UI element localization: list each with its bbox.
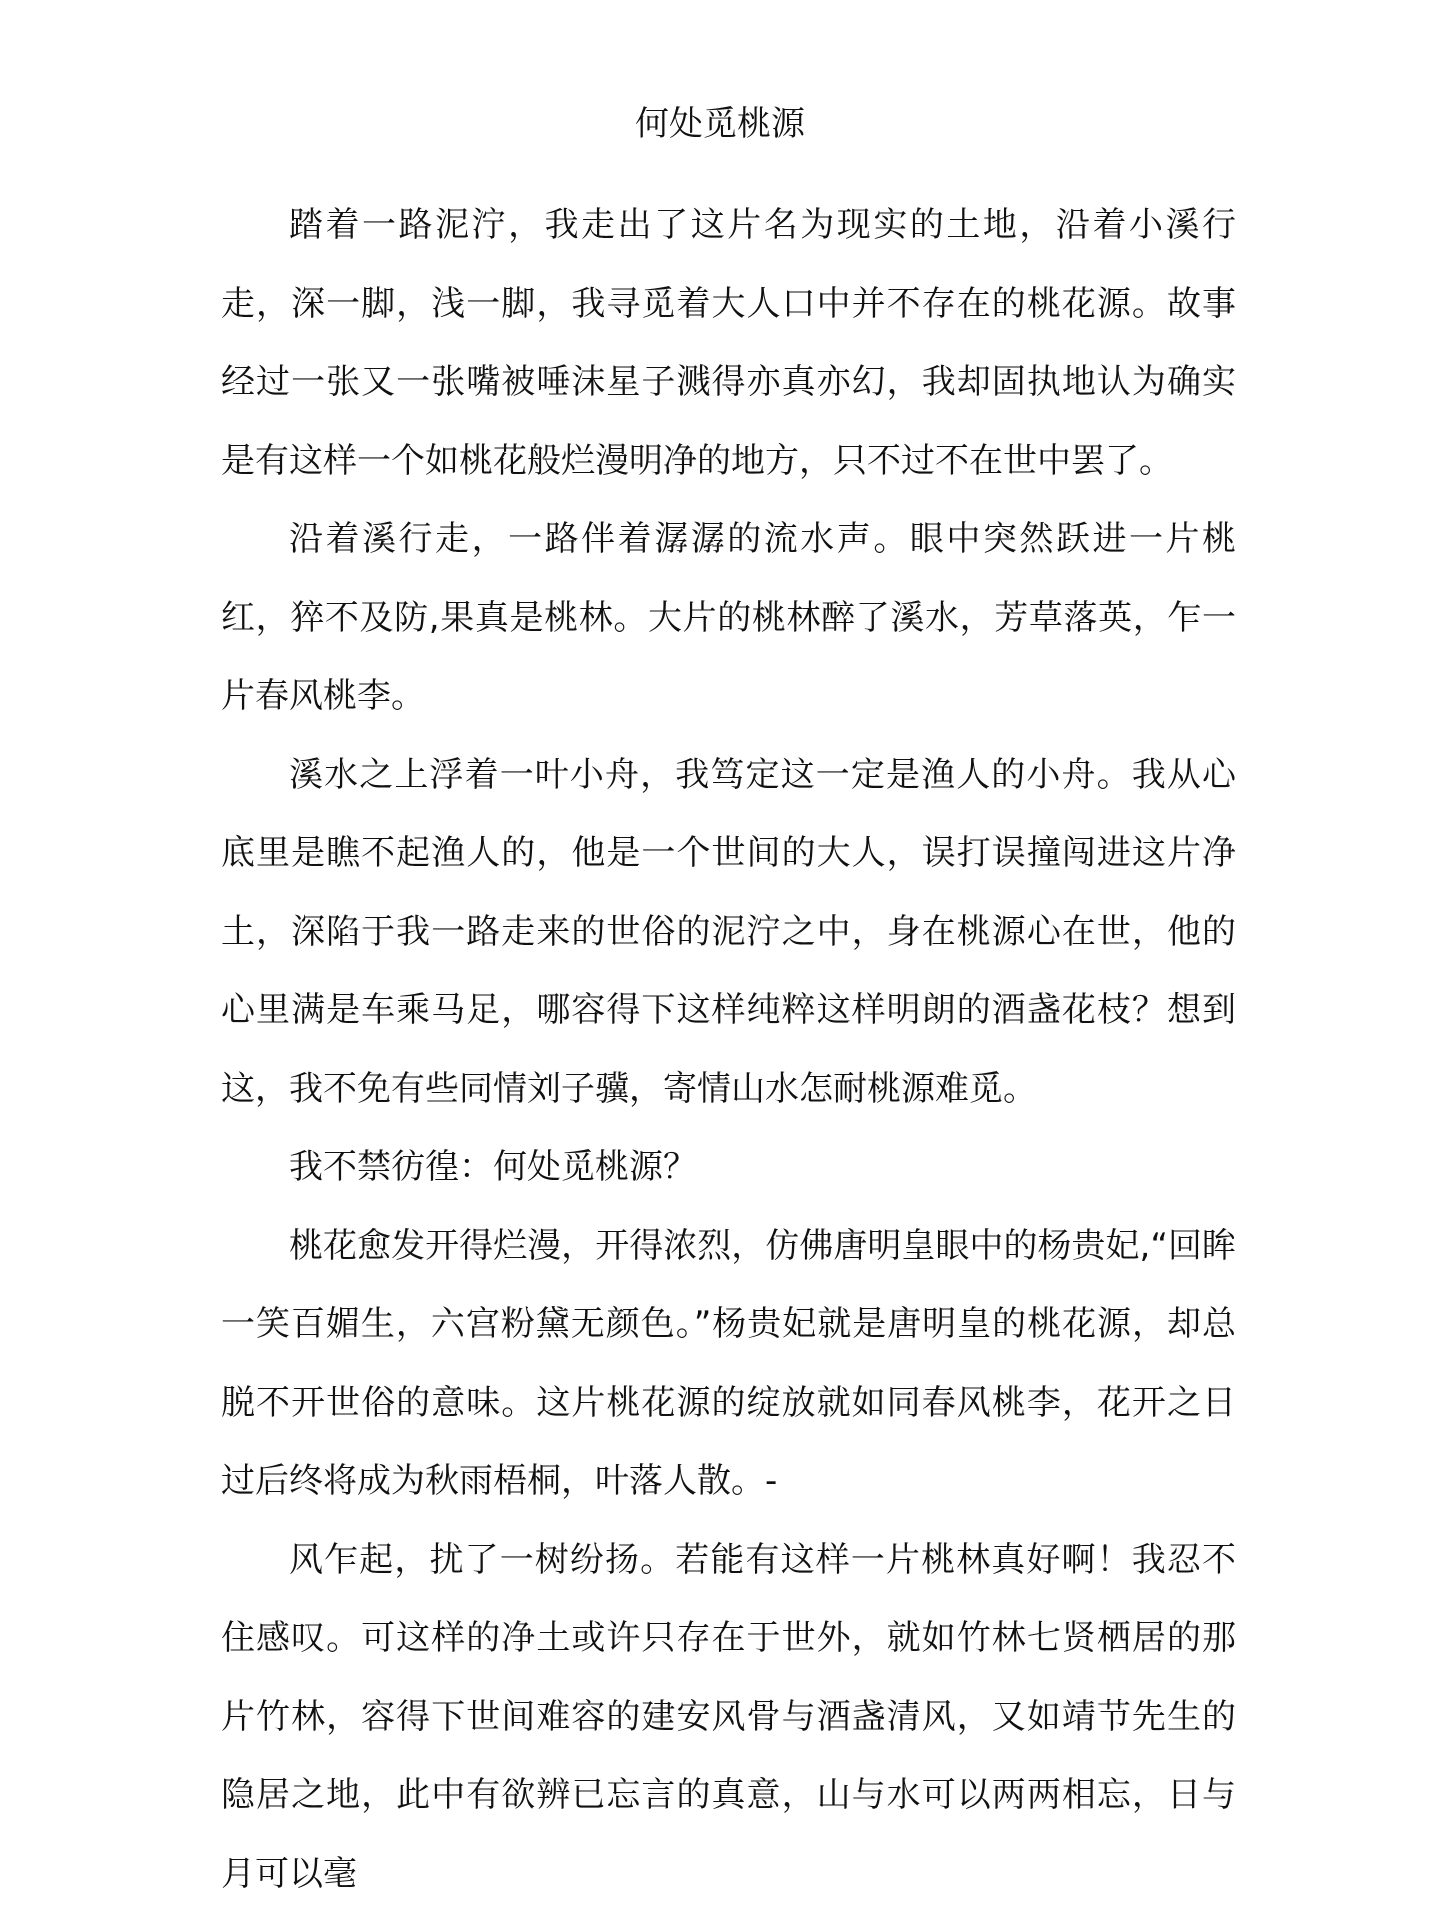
essay-title: 何处觅桃源	[635, 104, 805, 144]
paragraph-2: 沿着溪行走，一路伴着潺潺的流水声。眼中突然跃进一片桃红，猝不及防,果真是桃林。大片的桃林醉了溪水，芳草落英，乍一片春风桃李。	[221, 519, 1236, 716]
paragraph-3: 溪水之上浮着一叶小舟，我笃定这一定是渔人的小舟。我从心底里是瞧不起渔人的，他是一个世间的大人，误打误撞闯进这片净土，深陷于我一路走来的世俗的泥泞之中，身在桃源心在世，他的心里满是车乘马足，哪容得下这样纯粹这样明朗的酒盏花枝？想到这，我不免有些同情刘子骥，寄情山水怎耐桃源难觅。	[221, 754, 1236, 1109]
paragraph-5: 桃花愈发开得烂漫，开得浓烈，仿佛唐明皇眼中的杨贵妃,“回眸一笑百媚生，六宫粉黛无颜色。”杨贵妃就是唐明皇的桃花源，却总脱不开世俗的意味。这片桃花源的绽放就如同春风桃李，花开之日过后终将成为秋雨梧桐，叶落人散。-	[221, 1225, 1236, 1501]
paragraph-4: 我不禁彷徨：何处觅桃源？	[289, 1147, 697, 1187]
essay-body	[221, 186, 1236, 1913]
paragraph-1: 踏着一路泥泞，我走出了这片名为现实的土地，沿着小溪行走，深一脚，浅一脚，我寻觅着大人口中并不存在的桃花源。故事经过一张又一张嘴被唾沫星子溅得亦真亦幻，我却固执地认为确实是有这样一个如桃花般烂漫明净的地方，只不过不在世中罢了。	[221, 205, 1236, 481]
paragraph-6: 风乍起，扰了一树纷扬。若能有这样一片桃林真好啊！我忍不住感叹。可这样的净土或许只存在于世外，就如竹林七贤栖居的那片竹林，容得下世间难容的建安风骨与酒盏清风，又如靖节先生的隐居之地，此中有欲辨已忘言的真意，山与水可以两两相忘，日与月可以毫	[221, 1539, 1236, 1894]
